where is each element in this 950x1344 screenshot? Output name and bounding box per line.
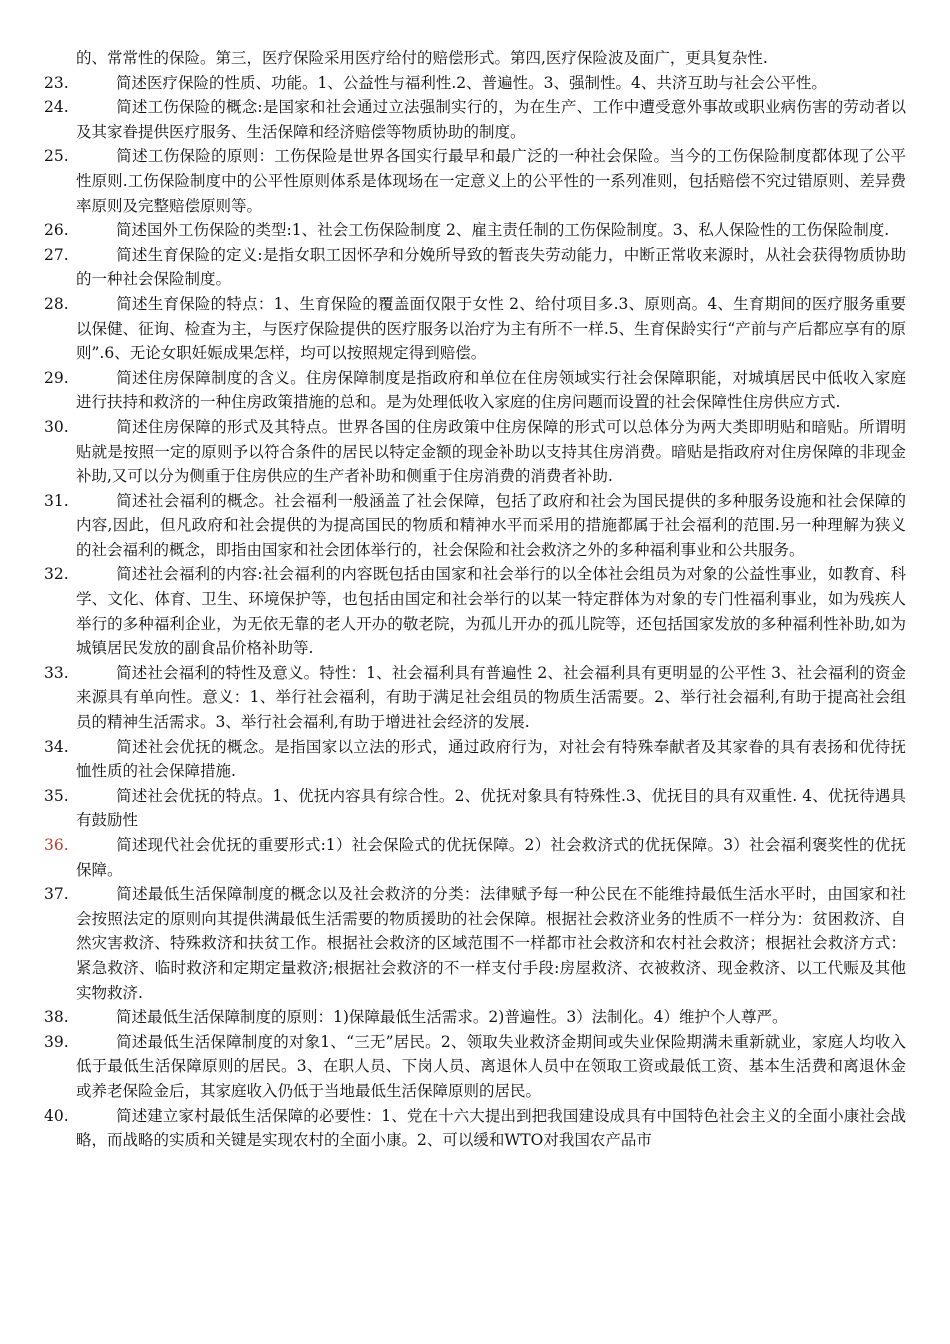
question-item [44, 366, 906, 415]
intro-paragraph: 的、常常性的保险。第三，医疗保险采用医疗给付的赔偿形式。第四,医疗保险波及面广，更具复杂性. [76, 49, 768, 67]
question-item [44, 489, 906, 563]
question-text: 简述工伤保险的原则：工伤保险是世界各国实行最早和最广泛的一种社会保险。当今的工伤保险制度都体现了公平性原则.工伤保险制度中的公平性原则体系是体现场在一定意义上的公平性的一系列准则，包括赔偿不究过错原则、差异费率原则及完整赔偿原则等。 [76, 147, 906, 215]
question-text: 简述最低生活保障制度的对象1、“三无”居民。2、领取失业救济金期间或失业保险期满未重新就业，家庭人均收入低于最低生活保障原则的居民。3、在职人员、下岗人员、离退休人员中在领取工资或最低工资、基本生活费和离退休金或养老保险金后，其家庭收入仍低于当地最低生活保障原则的居民。 [76, 1032, 906, 1100]
question-item [44, 415, 906, 489]
question-number: 27. [44, 245, 69, 264]
question-text: 简述社会优抚的概念。是指国家以立法的形式，通过政府行为，对社会有特殊奉献者及其家眷的具有表扬和优待抚恤性质的社会保障措施. [76, 737, 906, 781]
question-item [44, 292, 906, 366]
question-text: 简述社会福利的概念。社会福利一般涵盖了社会保障，包括了政府和社会为国民提供的多种服务设施和社会保障的内容,因此，但凡政府和社会提供的为提高国民的物质和精神水平而采用的措施都属于社会福利的范围.另一种理解为狭义的社会福利的概念，即指由国家和社会团体举行的，社会保险和社会救济之外的多种福利事业和公共服务。 [76, 491, 906, 559]
question-item [44, 243, 906, 292]
question-number: 28. [44, 294, 69, 313]
question-text: 简述生育保险的特点：1、生育保险的覆盖面仅限于女性 2、给付项目多.3、原则高。4、生育期间的医疗服务重要以保健、征询、检查为主，与医疗保险提供的医疗服务以治疗为主有所不一样.5、生育保龄实行“产前与产后都应享有的原则”.6、无论女职妊娠成果怎样，均可以按照规定得到赔偿。 [76, 294, 906, 363]
question-text: 简述社会福利的内容:社会福利的内容既包括由国家和社会举行的以全体社会组员为对象的公益性事业，如教育、科学、文化、体育、卫生、环境保护等，也包括由国定和社会举行的以某一特定群体为对象的专门性福利事业，如为残疾人举行的多种福利企业，为无依无靠的老人开办的敬老院，为孤儿开办的孤儿院等，还包括国家发放的多种福利性补助,如为城镇居民发放的副食品价格补助等. [76, 565, 906, 658]
question-text: 简述社会福利的特性及意义。特性：1、社会福利具有普遍性 2、社会福利具有更明显的公平性 3、社会福利的资金来源具有单向性。意义：1、举行社会福利，有助于满足社会组员的物质生活需要。2、举行社会福利,有助于提高社会组员的精神生活需求。3、举行社会福利,有助于增进社会经济的发展. [76, 663, 906, 732]
question-number: 24. [44, 98, 69, 117]
question-item [44, 735, 906, 784]
question-number: 40. [44, 1106, 69, 1125]
question-item [44, 1104, 906, 1153]
question-text: 简述住房保障的形式及其特点。世界各国的住房政策中住房保障的形式可以总体分为两大类即明贴和暗贴。所谓明贴就是按照一定的原则予以符合条件的居民以特定金额的现金补助以支持其住房消费。暗贴是指政府对住房保障的非现金补助,又可以分为侧重于住房供应的生产者补助和侧重于住房消费的消费者补助. [76, 417, 906, 486]
question-number: 38. [44, 1008, 69, 1027]
question-number: 23. [44, 73, 69, 92]
question-item [44, 218, 906, 243]
question-number: 33. [44, 663, 69, 682]
question-list [44, 71, 906, 1153]
question-number: 35. [44, 786, 69, 805]
question-number: 29. [44, 368, 69, 387]
question-text: 简述生育保险的定义:是指女职工因怀孕和分娩所导致的暂丧失劳动能力，中断正常收来源时，从社会获得物质协助的一种社会保险制度。 [76, 245, 906, 289]
question-item [44, 562, 906, 660]
question-number: 31. [44, 491, 69, 510]
question-item [44, 784, 906, 833]
question-text: 简述工伤保险的概念:是国家和社会通过立法强制实行的，为在生产、工作中遭受意外事故或职业病伤害的劳动者以及其家眷提供医疗服务、生活保障和经济赔偿等物质协助的制度。 [76, 98, 906, 141]
question-number: 30. [44, 417, 69, 436]
question-text: 简述建立家村最低生活保障的必要性：1、党在十六大提出到把我国建设成具有中国特色社会主义的全面小康社会战略，而战略的实质和关键是实现农村的全面小康。2、可以缓和WTO对我国农产品市 [76, 1106, 906, 1150]
question-text: 简述现代社会优抚的重要形式:1）社会保险式的优抚保障。2）社会救济式的优抚保障。3）社会福利褒奖性的优抚保障。 [76, 836, 906, 879]
question-item [44, 1005, 906, 1030]
question-text: 简述住房保障制度的含义。住房保障制度是指政府和单位在住房领域实行社会保障职能，对城填居民中低收入家庭进行扶持和救济的一种住房政策措施的总和。是为处理低收入家庭的住房问题而设置的社会保障性住房供应方式. [76, 368, 906, 412]
question-item [44, 144, 906, 218]
question-item [44, 882, 906, 1005]
question-item [44, 71, 906, 96]
question-text: 简述最低生活保障制度的概念以及社会救济的分类：法律赋予每一种公民在不能维持最低生活水平时，由国家和社会按照法定的原则向其提供满最低生活需要的物质援助的社会保障。根据社会救济业务的性质不一样分为：贫困救济、自然灾害救济、特殊救济和扶贫工作。根据社会救济的区域范围不一样都市社会救济和农村社会救济；根据社会救济方式：紧急救济、临时救济和定期定量救济;根据社会救济的不一样支付手段:房屋救济、衣被救济、现金救济、以工代赈及其他实物救济. [76, 885, 906, 1002]
question-number: 36. [44, 836, 69, 854]
question-item [44, 1030, 906, 1104]
question-number: 34. [44, 737, 69, 756]
question-number: 25. [44, 147, 69, 166]
question-text: 简述最低生活保障制度的原则：1)保障最低生活需求。2)普遍性。3）法制化。4）维护个人尊严。 [116, 1008, 788, 1027]
question-item [44, 95, 906, 144]
question-number: 37. [44, 885, 69, 904]
question-text: 简述医疗保险的性质、功能。1、公益性与福利性.2、普遍性。3、强制性。4、共济互助与社会公平性。 [116, 73, 827, 92]
question-text: 简述社会优抚的特点。1、优抚内容具有综合性。2、优抚对象具有特殊性.3、优抚目的具有双重性. 4、优抚待遇具有鼓励性 [76, 786, 906, 830]
question-item [44, 833, 906, 882]
question-number: 39. [44, 1032, 69, 1051]
question-number: 26. [44, 221, 69, 240]
question-item [44, 661, 906, 735]
question-number: 32. [44, 565, 69, 584]
question-text: 简述国外工伤保险的类型:1、社会工伤保险制度 2、雇主责任制的工伤保险制度。3、私人保险性的工伤保险制度. [116, 221, 890, 240]
